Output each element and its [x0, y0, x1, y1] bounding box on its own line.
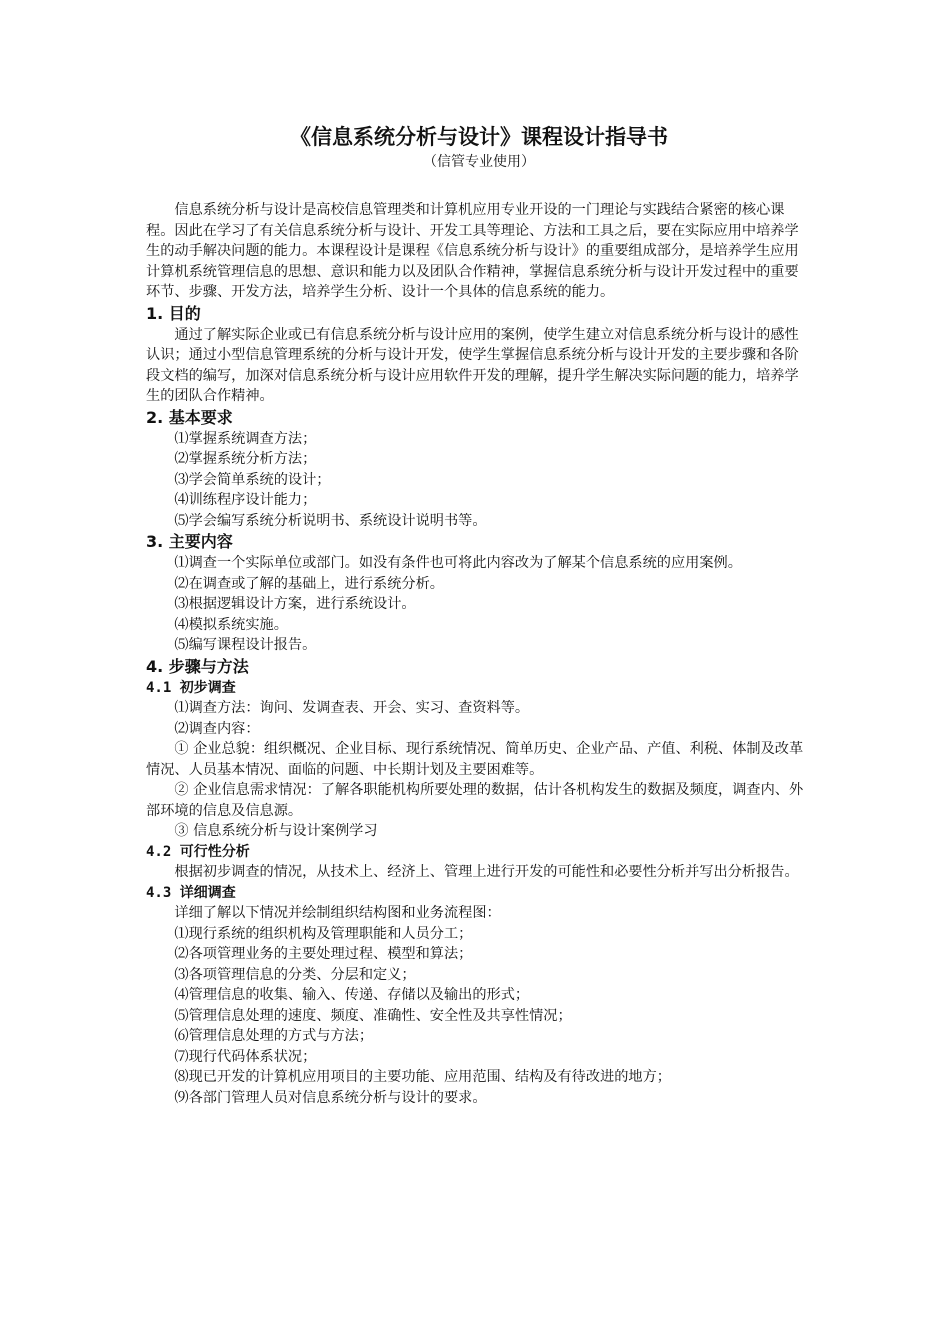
list-item: ⑴调查方法：询问、发调查表、开会、实习、查资料等。	[174, 700, 530, 716]
list-item: ⑹管理信息处理的方式与方法；	[174, 1028, 374, 1044]
subsection-4-2-heading: 4.2 可行性分析	[146, 843, 250, 860]
subsection-4-2-text: 根据初步调查的情况，从技术上、经济上、管理上进行开发的可能性和必要性分析并写出分析报告。	[174, 864, 799, 880]
section-1-heading: 1. 目的	[146, 303, 201, 323]
list-item: ⑷训练程序设计能力；	[174, 492, 317, 508]
list-item: ⑺现行代码体系状况；	[174, 1048, 317, 1065]
list-item: ⑵各项管理业务的主要处理过程、模型和算法；	[174, 946, 473, 962]
section-1-text: 通过了解实际企业或已有信息系统分析与设计应用的案例，使学生建立对信息系统分析与设计的感性认识；通过小型信息管理系统的分析与设计开发，使学生掌握信息系统分析与设计开发的主要步骤和各阶段文档的编写，加深对信息系统分析与设计应用软件开发的理解，提升学生解决实际问题的能力，培养学生的团队合作精神。	[146, 326, 799, 404]
list-item: ⑵在调查或了解的基础上，进行系统分析。	[174, 575, 444, 592]
list-item: ⑶各项管理信息的分类、分层和定义；	[174, 966, 416, 983]
list-item: ⑸学会编写系统分析说明书、系统设计说明书等。	[174, 512, 487, 529]
intro-paragraph: 信息系统分析与设计是高校信息管理类和计算机应用专业开设的一门理论与实践结合紧密的核心课程。因此在学习了有关信息系统分析与设计、开发工具等理论、方法和工具之后，要在实际应用中培养学生的动手解决问题的能力。本课程设计是课程《信息系统分析与设计》的重要组成部分，是培养学生应用计算机系统管理信息的思想、意识和能力以及团队合作精神，掌握信息系统分析与设计开发过程中的重要环节、步骤、开发方法，培养学生分析、设计一个具体的信息系统的能力。	[146, 202, 799, 300]
list-item: ⑷管理信息的收集、输入、传递、存储以及输出的形式；	[174, 987, 530, 1003]
list-item: ⑴现行系统的组织机构及管理职能和人员分工；	[174, 925, 473, 942]
list-item: ⑵掌握系统分析方法；	[174, 451, 317, 467]
list-item: ⑼各部门管理人员对信息系统分析与设计的要求。	[174, 1089, 487, 1106]
subsection-4-3-heading: 4.3 详细调查	[146, 884, 236, 901]
list-item: ① 企业总貌：组织概况、企业目标、现行系统情况、简单历史、企业产品、产值、利税、体制及改革情况、人员基本情况、面临的问题、中长期计划及主要困难等。	[146, 741, 804, 778]
list-item: ⑻现已开发的计算机应用项目的主要功能、应用范围、结构及有待改进的地方；	[174, 1069, 671, 1085]
section-2-heading: 2. 基本要求	[146, 407, 233, 427]
subsection-4-1-heading: 4.1 初步调查	[146, 679, 236, 696]
section-3-heading: 3. 主要内容	[146, 532, 233, 551]
list-item: ③ 信息系统分析与设计案例学习	[174, 823, 378, 839]
list-item: ⑴调查一个实际单位或部门。如没有条件也可将此内容改为了解某个信息系统的应用案例。	[174, 555, 742, 571]
list-item: ⑶根据逻辑设计方案，进行系统设计。	[174, 596, 416, 612]
document-subtitle: （信管专业使用）	[423, 154, 535, 170]
list-item: ② 企业信息需求情况：了解各职能机构所要处理的数据，估计各机构发生的数据及频度，调查内、外部环境的信息及信息源。	[146, 782, 804, 819]
list-item: ⑴掌握系统调查方法；	[174, 430, 317, 447]
list-item: ⑸管理信息处理的速度、频度、准确性、安全性及共享性情况；	[174, 1007, 572, 1024]
subsection-4-3-lead: 详细了解以下情况并绘制组织结构图和业务流程图：	[174, 905, 501, 921]
document-title: 《信息系统分析与设计》课程设计指导书	[290, 125, 668, 149]
list-item: ⑶学会简单系统的设计；	[174, 471, 331, 488]
list-item: ⑵调查内容：	[174, 720, 260, 737]
section-4-heading: 4. 步骤与方法	[146, 656, 249, 676]
list-item: ⑷模拟系统实施。	[174, 616, 288, 633]
list-item: ⑸编写课程设计报告。	[174, 637, 317, 653]
